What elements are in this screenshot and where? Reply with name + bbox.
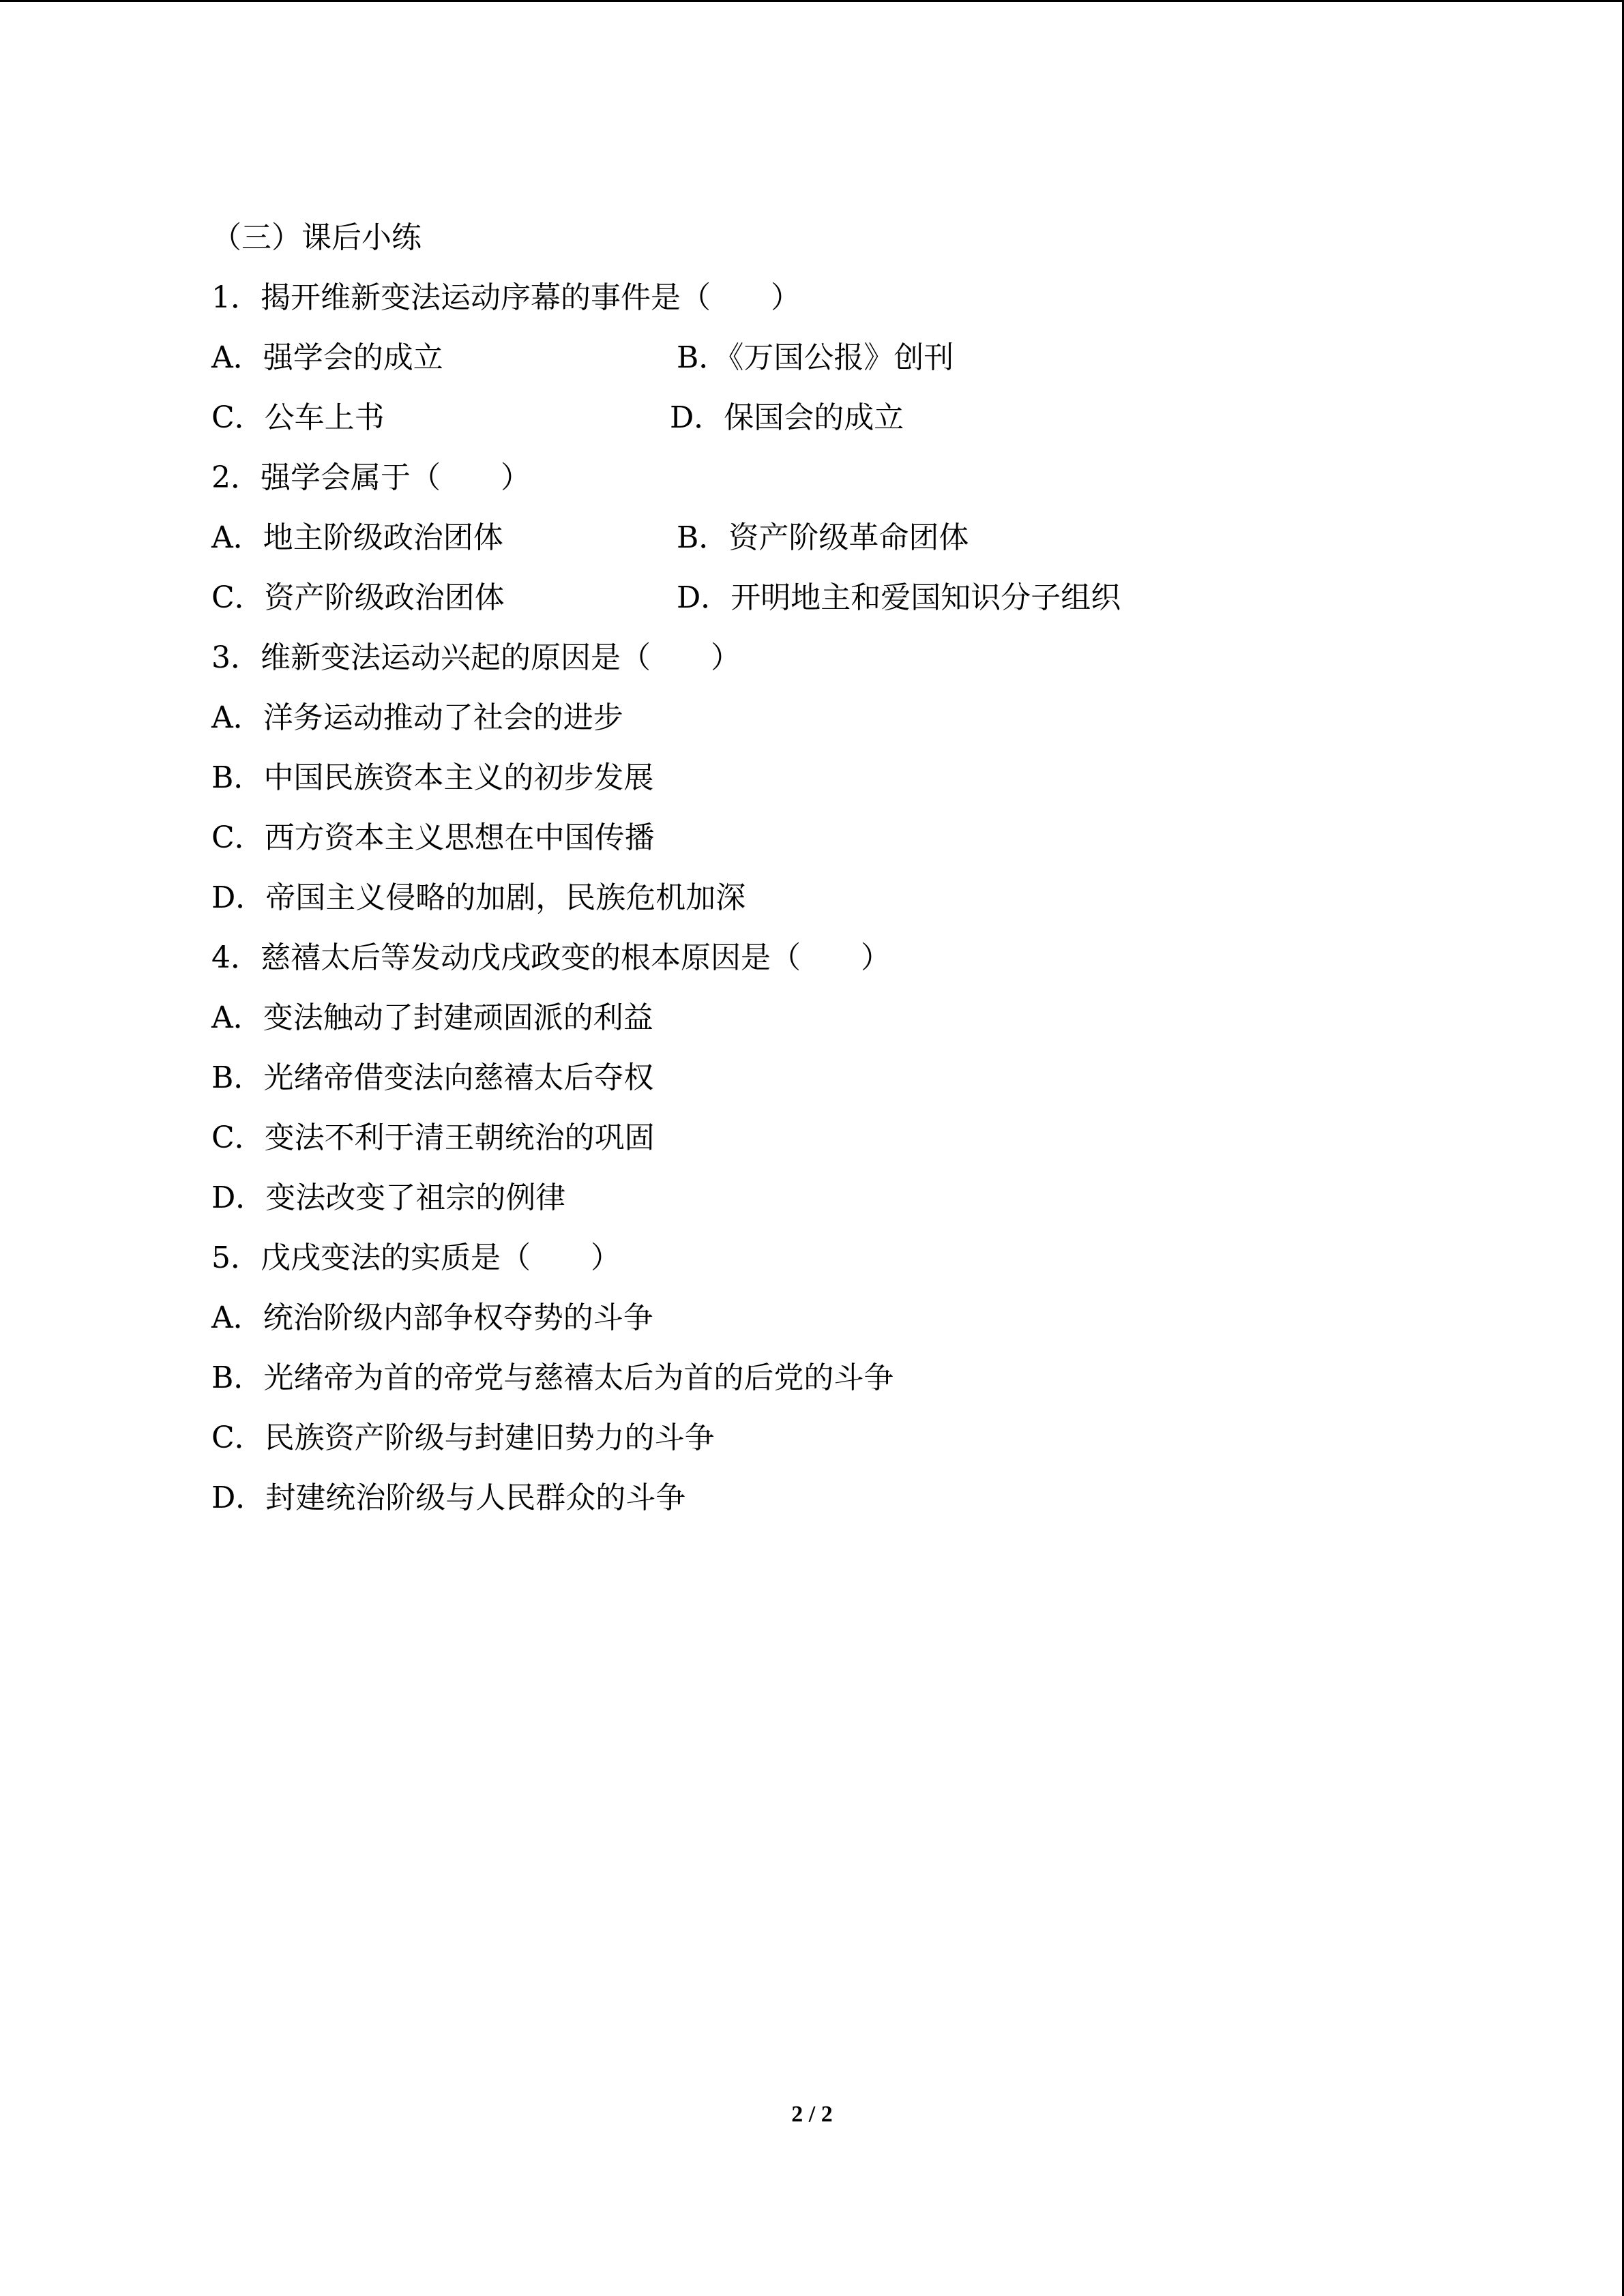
question-1-option-b: B．《万国公报》创刊	[677, 340, 954, 375]
question-2-options-row-1	[211, 508, 1507, 568]
question-3-option-b: B．中国民族资本主义的初步发展	[211, 760, 654, 795]
question-3-option-c: C．西方资本主义思想在中国传播	[211, 820, 655, 855]
question-1-stem: 1．揭开维新变法运动序幕的事件是（ ）	[211, 280, 801, 315]
question-2-option-c: C．资产阶级政治团体	[211, 580, 505, 615]
question-1-option-a: A．强学会的成立	[211, 340, 443, 375]
question-5-option-b: B．光绪帝为首的帝党与慈禧太后为首的后党的斗争	[211, 1360, 894, 1395]
question-2-option-a: A．地主阶级政治团体	[211, 520, 503, 555]
question-4-option-b: B．光绪帝借变法向慈禧太后夺权	[211, 1060, 654, 1095]
question-2-option-d: D．开明地主和爱国知识分子组织	[677, 580, 1121, 615]
question-1-option-c: C．公车上书	[211, 400, 385, 435]
question-2-stem: 2．强学会属于（ ）	[211, 460, 531, 495]
question-4-option-d: D．变法改变了祖宗的例律	[211, 1180, 566, 1215]
question-1-options-row-2	[211, 388, 1507, 448]
question-5-option-a: A．统治阶级内部争权夺势的斗争	[211, 1300, 653, 1335]
question-2-options-row-2	[211, 568, 1507, 628]
page-number: 2 / 2	[791, 2102, 833, 2127]
question-5-stem: 5．戊戌变法的实质是（ ）	[211, 1240, 621, 1275]
worksheet-content	[211, 208, 1507, 1528]
question-3-stem: 3．维新变法运动兴起的原因是（ ）	[211, 640, 741, 675]
section-title: （三）课后小练	[211, 220, 422, 255]
question-1-option-d: D．保国会的成立	[670, 400, 904, 435]
question-4-stem: 4．慈禧太后等发动戊戌政变的根本原因是（ ）	[211, 940, 891, 975]
question-5-option-d: D．封建统治阶级与人民群众的斗争	[211, 1480, 686, 1515]
question-3-option-d: D．帝国主义侵略的加剧，民族危机加深	[211, 880, 746, 915]
question-4-option-a: A．变法触动了封建顽固派的利益	[211, 1000, 653, 1035]
page-top-border	[0, 0, 1624, 2]
question-5-option-c: C．民族资产阶级与封建旧势力的斗争	[211, 1420, 715, 1455]
question-4-option-c: C．变法不利于清王朝统治的巩固	[211, 1120, 655, 1155]
question-3-option-a: A．洋务运动推动了社会的进步	[211, 700, 623, 735]
question-1-options-row-1	[211, 328, 1507, 388]
question-2-option-b: B．资产阶级革命团体	[677, 520, 969, 555]
